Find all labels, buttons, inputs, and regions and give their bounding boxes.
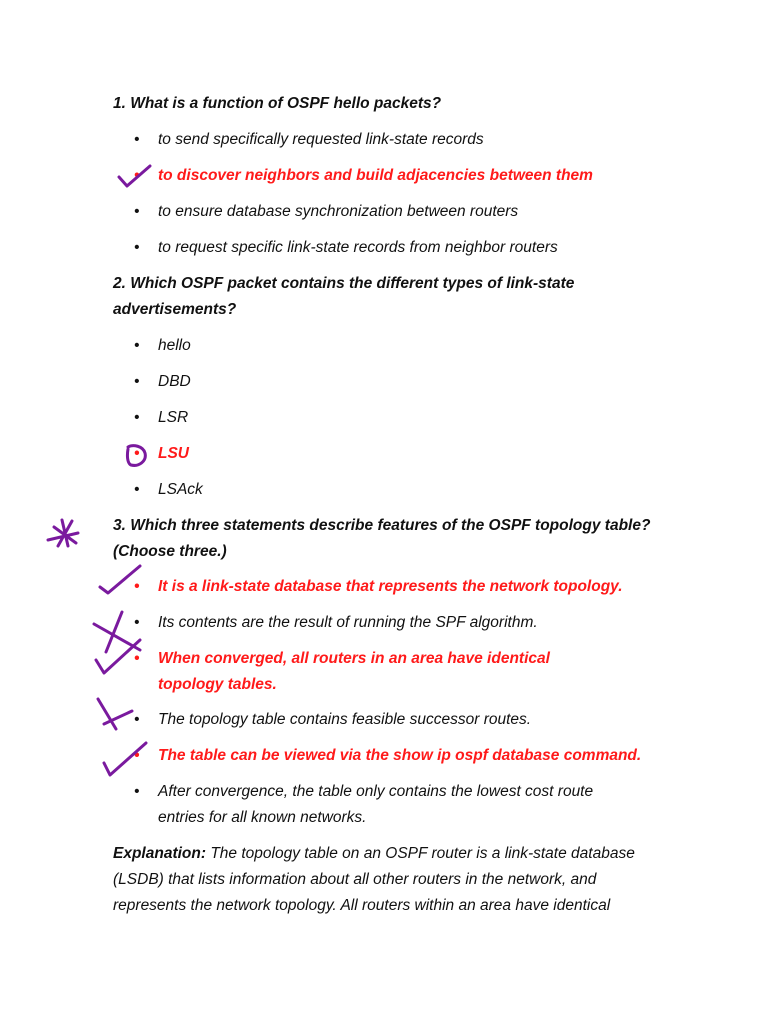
q2-option-2: • DBD (134, 369, 654, 395)
bullet: • (134, 337, 140, 354)
q3-option-6: • After convergence, the table only contains the lowest cost route entries for all known networks. (134, 779, 614, 831)
bullet: • (134, 167, 140, 184)
bullet: • (134, 131, 140, 148)
x-mark-icon (98, 699, 132, 729)
q2-option-5: • LSAck (134, 477, 654, 503)
q1-option-4: • to request specific link-state records from neighbor routers (134, 235, 654, 261)
bullet: • (134, 445, 140, 462)
question-3: 3. Which three statements describe features of the OSPF topology table? (Choose three.) (113, 517, 651, 560)
q2-option-1: • hello (134, 333, 654, 359)
q1-option-3: • to ensure database synchronization between routers (134, 199, 654, 225)
bullet: • (134, 650, 140, 667)
bullet: • (134, 239, 140, 256)
question-1: 1. What is a function of OSPF hello packets? (113, 95, 442, 112)
q1-option-1: • to send specifically requested link-state records (134, 127, 654, 153)
star-icon (48, 520, 78, 546)
q2-option-3: • LSR (134, 405, 654, 431)
bullet: • (134, 373, 140, 390)
q3-option-4: • The topology table contains feasible successor routes. (134, 707, 654, 733)
q3-option-2: • Its contents are the result of running the SPF algorithm. (134, 610, 654, 636)
bullet: • (134, 711, 140, 728)
bullet: • (134, 203, 140, 220)
bullet: • (134, 747, 140, 764)
bullet: • (134, 481, 140, 498)
q3-option-5-correct: • The table can be viewed via the show ip ospf database command. (134, 743, 654, 769)
explanation-text: The topology table on an OSPF router is a link-state database (LSDB) that lists information about all other routers in the network, and represents the network topology. All routers within an area have identical (113, 845, 635, 914)
q3-option-3-correct: • When converged, all routers in an area have identical topology tables. (134, 646, 604, 698)
bullet: • (134, 614, 140, 631)
question-2: 2. Which OSPF packet contains the different types of link-state advertisements? (113, 275, 575, 318)
q3-option-1-correct: • It is a link-state database that represents the network topology. (134, 574, 654, 600)
bullet: • (134, 578, 140, 595)
q2-option-4-correct: • LSU (134, 441, 654, 467)
bullet: • (134, 783, 140, 800)
q1-option-2-correct: • to discover neighbors and build adjacencies between them (134, 163, 654, 189)
explanation-label: Explanation: (113, 845, 207, 862)
explanation-paragraph (113, 841, 658, 919)
bullet: • (134, 409, 140, 426)
